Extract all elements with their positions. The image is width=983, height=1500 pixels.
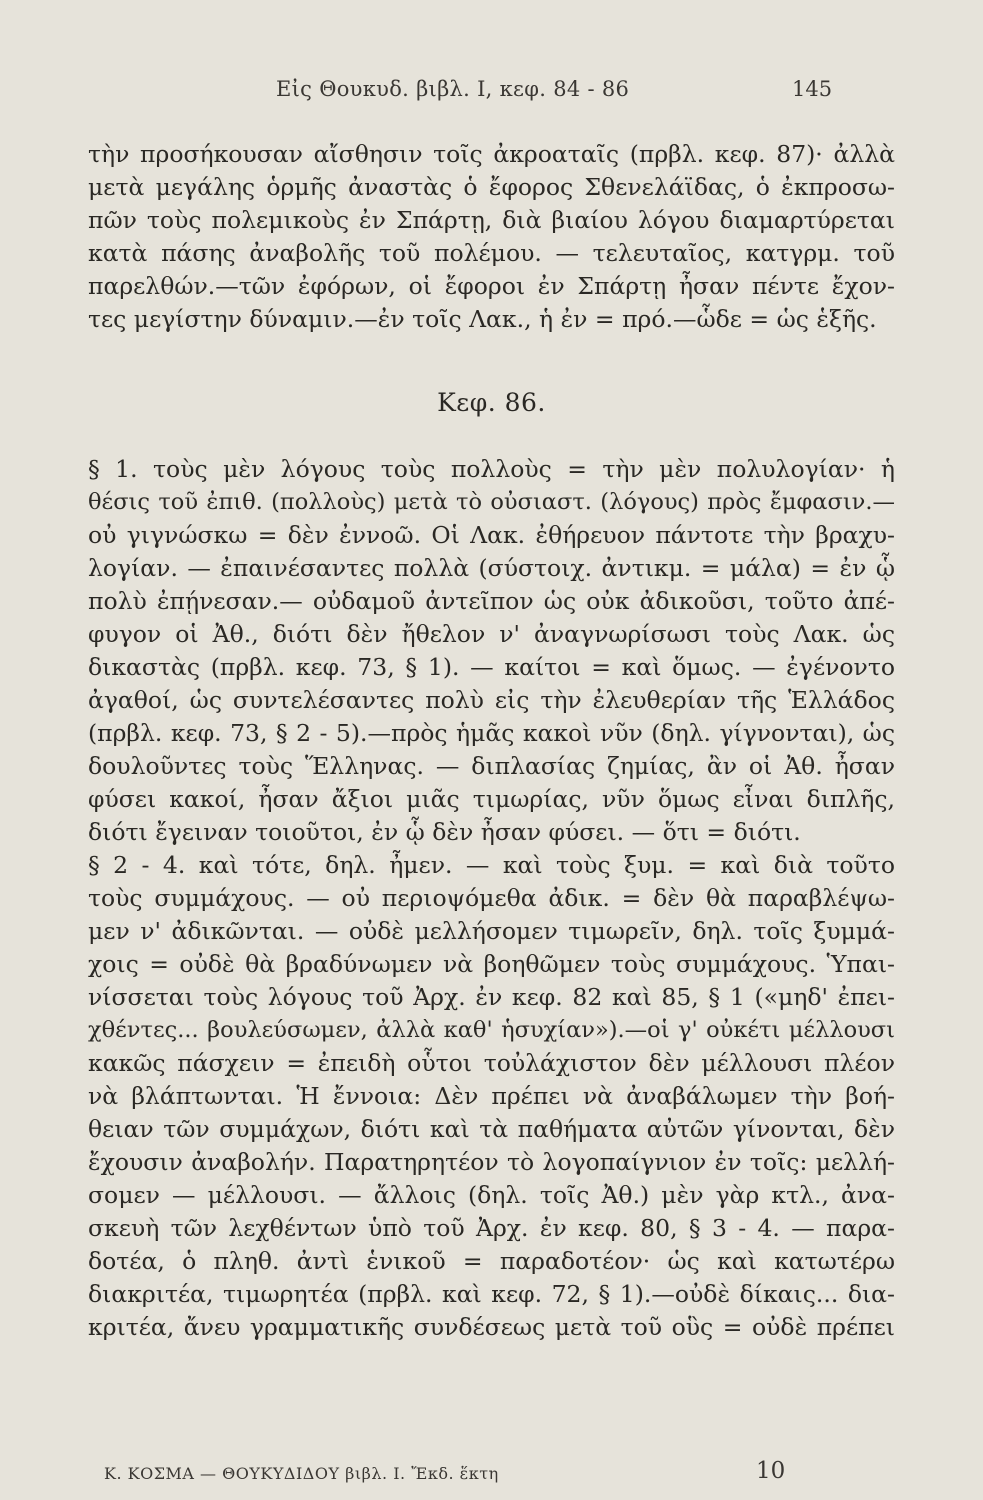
text-line: μεν ν' ἀδικῶνται. — οὐδὲ μελλήσομεν τιμωρεῖν, δηλ. τοῖς ξυμμά- bbox=[88, 917, 895, 945]
text-line: δικαστὰς (πρβλ. κεφ. 73, § 1). — καίτοι = καὶ ὅμως. — ἐγένοντο bbox=[88, 653, 895, 681]
text-line: οὐ γιγνώσκω = δὲν ἐννοῶ. Οἱ Λακ. ἐθήρευον πάντοτε τὴν βραχυ- bbox=[88, 521, 895, 549]
running-head: Εἰς Θουκυδ. βιβλ. Ι, κεφ. 84 - 86 bbox=[276, 77, 630, 101]
text-line: λογίαν. — ἐπαινέσαντες πολλὰ (σύστοιχ. ἀντικμ. = μάλα) = ἐν ᾧ bbox=[88, 554, 895, 582]
text-line: διακριτέα, τιμωρητέα (πρβλ. καὶ κεφ. 72, § 1).—οὐδὲ δίκαις... δια- bbox=[88, 1280, 895, 1308]
commentary-chapter-86 bbox=[88, 453, 895, 1344]
text-line: θειαν τῶν συμμάχων, διότι καὶ τὰ παθήματα αὐτῶν γίνονται, δὲν bbox=[88, 1115, 895, 1143]
text-line: τες μεγίστην δύναμιν.—ἐν τοῖς Λακ., ἡ ἐν = πρό.—ὧδε = ὡς ἑξῆς. bbox=[88, 305, 877, 333]
text-line: (πρβλ. κεφ. 73, § 2 - 5).—πρὸς ἡμᾶς κακοὶ νῦν (δηλ. γίγνονται), ὡς bbox=[88, 719, 895, 747]
text-line: παρελθών.—τῶν ἐφόρων, οἱ ἔφοροι ἐν Σπάρτῃ ἦσαν πέντε ἔχον- bbox=[88, 272, 895, 300]
text-line: κακῶς πάσχειν = ἐπειδὴ οὗτοι τοὐλάχιστον δὲν μέλλουσι πλέον bbox=[88, 1049, 895, 1077]
text-line: μετὰ μεγάλης ὁρμῆς ἀναστὰς ὁ ἔφορος Σθενελάϊδας, ὁ ἐκπροσω- bbox=[88, 173, 895, 201]
text-line: δοτέα, ὁ πληθ. ἀντὶ ἑνικοῦ = παραδοτέον· ὡς καὶ κατωτέρω bbox=[88, 1247, 895, 1275]
text-line: σκευὴ τῶν λεχθέντων ὑπὸ τοῦ Ἀρχ. ἐν κεφ. 80, § 3 - 4. — παρα- bbox=[88, 1214, 895, 1242]
text-line: ἔχουσιν ἀναβολήν. Παρατηρητέον τὸ λογοπαίγνιον ἐν τοῖς: μελλή- bbox=[88, 1148, 895, 1176]
text-line: φυγον οἱ Ἀθ., διότι δὲν ἤθελον ν' ἀναγνωρίσωσι τοὺς Λακ. ὡς bbox=[88, 620, 895, 648]
commentary-top bbox=[88, 138, 895, 336]
page-header bbox=[0, 73, 983, 109]
text-line: τὴν προσήκουσαν αἴσθησιν τοῖς ἀκροαταῖς (πρβλ. κεφ. 87)· ἀλλὰ bbox=[88, 140, 895, 168]
text-line: χθέντες... βουλεύσωμεν, ἀλλὰ καθ' ἡσυχίαν»).—οἱ γ' οὐκέτι μέλλουσι bbox=[88, 1017, 895, 1043]
text-line: κατὰ πάσης ἀναβολῆς τοῦ πολέμου. — τελευταῖος, κατγρμ. τοῦ bbox=[88, 239, 895, 267]
text-line: πῶν τοὺς πολεμικοὺς ἐν Σπάρτῃ, διὰ βιαίου λόγου διαμαρτύρεται bbox=[88, 206, 895, 234]
text-line: πολὺ ἐπῄνεσαν.— οὐδαμοῦ ἀντεῖπον ὡς οὐκ ἀδικοῦσι, τοῦτο ἀπέ- bbox=[88, 587, 895, 615]
text-line: φύσει κακοί, ἦσαν ἄξιοι μιᾶς τιμωρίας, νῦν ὅμως εἶναι διπλῆς, bbox=[88, 785, 895, 813]
text-line: νίσσεται τοὺς λόγους τοῦ Ἀρχ. ἐν κεφ. 82 καὶ 85, § 1 («μηδ' ἐπει- bbox=[88, 983, 895, 1011]
text-line: χοις = οὐδὲ θὰ βραδύνωμεν νὰ βοηθῶμεν τοὺς συμμάχους. Ὑπαι- bbox=[88, 950, 895, 978]
text-line: δουλοῦντες τοὺς Ἕλληνας. — διπλασίας ζημίας, ἂν οἱ Ἀθ. ἦσαν bbox=[88, 752, 895, 780]
text-line: θέσις τοῦ ἐπιθ. (πολλοὺς) μετὰ τὸ οὐσιαστ. (λόγους) πρὸς ἔμφασιν.— bbox=[88, 489, 895, 515]
page-footer bbox=[104, 1458, 864, 1488]
text-line: σομεν — μέλλουσι. — ἄλλοις (δηλ. τοῖς Ἀθ.) μὲν γὰρ κτλ., ἀνα- bbox=[88, 1181, 895, 1209]
text-line: § 2 - 4. καὶ τότε, δηλ. ἦμεν. — καὶ τοὺς ξυμ. = καὶ διὰ τοῦτο bbox=[88, 851, 895, 879]
sheet-number: 10 bbox=[756, 1458, 786, 1484]
chapter-heading: Κεφ. 86. bbox=[437, 388, 546, 417]
text-line: κριτέα, ἄνευ γραμματικῆς συνδέσεως μετὰ τοῦ οὓς = οὐδὲ πρέπει bbox=[88, 1313, 895, 1341]
text-line: νὰ βλάπτωνται. Ἡ ἔννοια: Δὲν πρέπει νὰ ἀναβάλωμεν τὴν βοή- bbox=[88, 1082, 895, 1110]
text-line: διότι ἔγειναν τοιοῦτοι, ἐν ᾧ δὲν ἦσαν φύσει. — ὅτι = διότι. bbox=[88, 818, 801, 846]
text-line: τοὺς συμμάχους. — οὐ περιοψόμεθα ἀδικ. = δὲν θὰ παραβλέψω- bbox=[88, 884, 895, 912]
page-number: 145 bbox=[792, 77, 833, 101]
text-line: § 1. τοὺς μὲν λόγους τοὺς πολλοὺς = τὴν μὲν πολυλογίαν· ἡ bbox=[88, 455, 895, 483]
printer-signature: Κ. ΚΟΣΜΑ — ΘΟΥΚΥΔΙΔΟΥ βιβλ. Ι. Ἔκδ. ἕκτη bbox=[104, 1464, 499, 1483]
text-line: ἀγαθοί, ὡς συντελέσαντες πολὺ εἰς τὴν ἐλευθερίαν τῆς Ἑλλάδος bbox=[88, 686, 895, 714]
